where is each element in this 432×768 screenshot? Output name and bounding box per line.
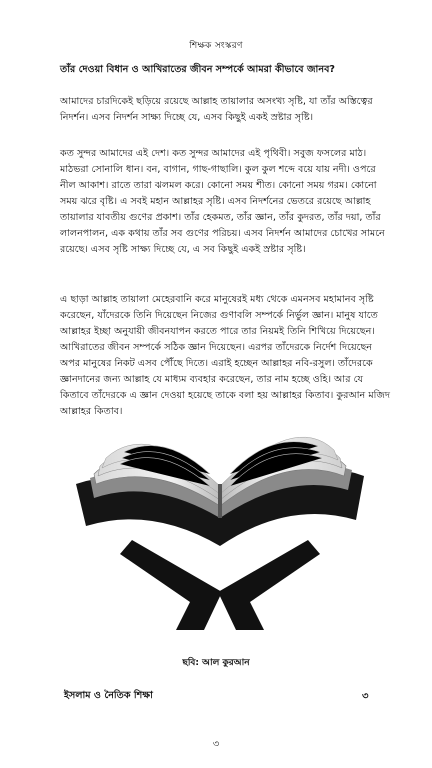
footer-chapter-number: ৩ [362, 691, 369, 702]
paragraph-1: আমাদের চারদিকেই ছড়িয়ে রয়েছে আল্লাহ তায়ালার অসংখ্য সৃষ্টি, যা তাঁর অস্তিত্বের নিদর্শন। এসব নিদর্শন সাক্ষ্য দিচ্ছে যে, এসব কিছুই একই স্রষ্টার সৃষ্টি। [60, 96, 373, 123]
stand-left-leg [120, 540, 222, 630]
figure-caption: ছবি: আল কুরআন [182, 658, 250, 668]
stand-right-leg [218, 540, 320, 630]
footer-book-title: ইসলাম ও নৈতিক শিক্ষা [64, 690, 153, 701]
quran-on-stand-illustration [72, 422, 368, 634]
paragraph-3: এ ছাড়া আল্লাহ তায়ালা মেহেরবানি করে মানুষেরই মধ্য থেকে এমনসব মহামানব সৃষ্টি করেছেন, যাঁদেরকে তিনি দিয়েছেন নিজের গুণাবলি সম্পর্কে নির্ভুল জ্ঞান। মানুষ যাতে আল্লাহর ইচ্ছা অনুযায়ী জীবনযাপন করতে পারে তার নিয়মই তিনি শিখিয়ে দিয়েছেন। আখিরাতের জীবন সম্পর্কে সঠিক জ্ঞান দিয়েছেন। এরপর তাঁদেরকে নির্দেশ দিয়েছেন অপর মানুষের নিকট এসব পৌঁছে দিতে। এরাই হচ্ছেন আল্লাহর নবি-রসুল। তাঁদেরকে জ্ঞানদানের জন্য আল্লাহ যে মাধ্যম ব্যবহার করেছেন, তার নাম হচ্ছে ওহি। আর যে কিতাবে তাঁদেরকে এ জ্ঞান দেওয়া হয়েছে তাকে বলা হয় আল্লাহর কিতাব। কুরআন মজিদ আল্লাহর কিতাব। [60, 294, 391, 417]
question-heading: তাঁর দেওয়া বিধান ও আখিরাতের জীবন সম্পর্কে আমরা কীভাবে জানব? [60, 64, 335, 75]
running-header: শিক্ষক সংস্করণ [189, 41, 243, 51]
paragraph-2: কত সুন্দর আমাদের এই দেশ। কত সুন্দর আমাদের এই পৃথিবী। সবুজ ফসলের মাঠ। মাঠভরা সোনালি ধান। বন, বাগান, গাছ-গাছালি। কুল কুল শব্দে বয়ে যায় নদী। ওপরে নীল আকাশ। রাতে তারা ঝলমল করে। কোনো সময় শীত। কোনো সময় গরম। কোনো সময় ঝরে বৃষ্টি। এ সবই মহান আল্লাহর সৃষ্টি। এসব নিদর্শনের ভেতরে রয়েছে আল্লাহ তায়ালার যাবতীয় গুণের প্রকাশ। তাঁর হেকমত, তাঁর জ্ঞান, তাঁর কুদরত, তাঁর দয়া, তাঁর লালনপালন, এক কথায় তাঁর সব গুণের পরিচয়। এসব নিদর্শন আমাদের চোখের সামনে রয়েছে। এসব সৃষ্টি সাক্ষ্য দিচ্ছে যে, এ সব কিছুই একই স্রষ্টার সৃষ্টি। [60, 148, 385, 255]
page-number: ৩ [212, 739, 220, 750]
